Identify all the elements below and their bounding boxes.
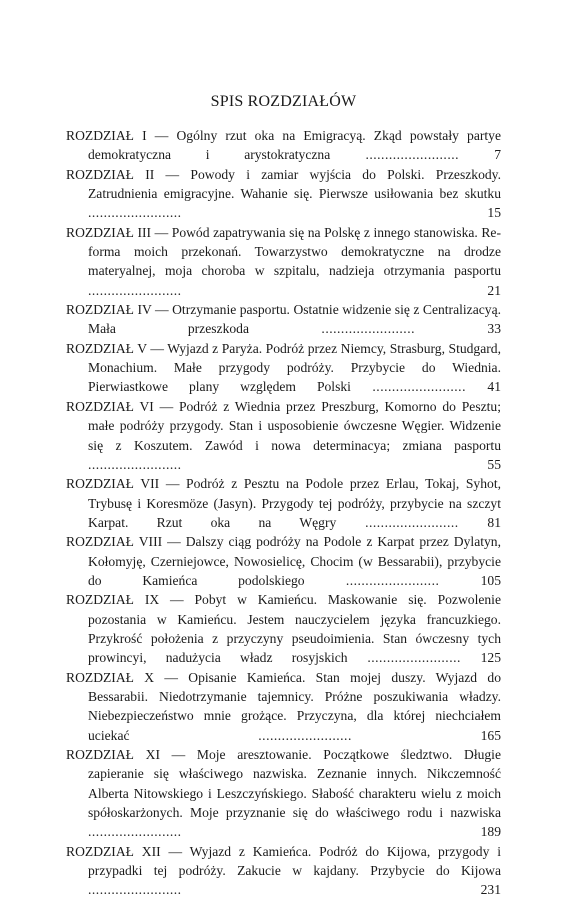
toc-page-number: 33	[487, 321, 502, 337]
toc-entry-text: ROZDZIAŁ XI — Moje aresztowanie. Początkowe śledztwo. Długie zapieranie się właściwego nazwiska. Zeznanie innych. Nikczemność Alberta Nitowskiego i Leszczyńskiego. Słabość charakteru wielu z moich spółoskarżonych. Moje przyznanie się do właściwego rodu i nazwiska	[66, 747, 501, 821]
toc-entry-text: ROZDZIAŁ V — Wyjazd z Paryża. Podróż przez Niemcy, Strasburg, Studgard, Monachium. Małe przygody podróży. Przybycie do Wiednia. Pierwiastkowe plany względem Polski	[66, 340, 501, 395]
toc-entry-text: ROZDZIAŁ VII — Podróż z Pesztu na Podole przez Erlau, Tokaj, Syhot, Trybusę i Koresmöze (Jasyn). Przygody tej podróży, przybycie na szczyt Karpat. Rzut oka na Węgry	[66, 476, 501, 530]
toc-entry-text: ROZDZIAŁ III — Powód zapatrywania się na Polskę z innego stanowiska. Reforma moich przekonań. Towarzystwo demokratyczne na drodze materyalnej, moja choroba w szpitalu, nadzieja otrzymania pasportu	[66, 224, 501, 279]
dot-leader: ........................	[330, 147, 495, 163]
toc-entry[interactable]	[66, 668, 501, 745]
toc-entry-text: ROZDZIAŁ VI — Podróż z Wiednia przez Preszburg, Komorno do Pesztu; małe podróży przygody. Stan i usposobienie ówczesne Węgier. Widzenie się z Koszutem. Zawód i nowa determinacya; zmiana pasportu	[66, 398, 501, 453]
toc-page-number: 81	[487, 514, 501, 530]
toc-page-number: 105	[480, 572, 501, 588]
page-title: SPIS ROZDZIAŁÓW	[210, 93, 357, 110]
toc-entry[interactable]	[66, 126, 501, 165]
toc-entry[interactable]	[66, 165, 501, 223]
dot-leader: ........................	[304, 572, 481, 588]
toc-entry[interactable]	[66, 745, 501, 842]
toc-page-number: 7	[494, 147, 501, 163]
toc-entry-text: ROZDZIAŁ VIII — Dalszy ciąg podróży na Podole z Karpat przez Dylatyn, Kołomyję, Czerniejowce, Nowosielicę, Chocim (w Bessarabii), przybycie do Kamieńca podolskiego	[66, 534, 501, 588]
dot-leader: ........................	[347, 650, 481, 666]
toc-entry[interactable]	[66, 842, 501, 900]
dot-leader: ........................	[336, 514, 488, 530]
toc-entry[interactable]	[66, 339, 501, 397]
toc-entry[interactable]	[66, 397, 501, 474]
toc-page-number: 125	[480, 650, 501, 666]
toc-entry[interactable]	[66, 590, 501, 667]
dot-leader: ........................	[249, 321, 488, 337]
dot-leader: ........................	[129, 727, 481, 743]
toc-entry[interactable]	[66, 300, 501, 339]
table-of-contents	[66, 126, 501, 900]
dot-leader: ........................	[88, 882, 481, 898]
dot-leader: ........................	[88, 282, 488, 298]
toc-entry[interactable]	[66, 474, 501, 532]
toc-page-number: 55	[487, 456, 501, 472]
toc-entry-text: ROZDZIAŁ IV — Otrzymanie pasportu. Ostatnie widzenie się z Centralizacyą. Mała przeszkoda	[66, 302, 501, 337]
dot-leader: ........................	[88, 824, 481, 840]
toc-entry-text: ROZDZIAŁ XII — Wyjazd z Kamieńca. Podróż do Kijowa, przygody i przypadki tej podróży. Zakucie w kajdany. Przybycie do Kijowa	[66, 843, 501, 879]
dot-leader: ........................	[88, 205, 488, 221]
toc-page-number: 15	[487, 205, 501, 221]
toc-entry-text: ROZDZIAŁ IX — Pobyt w Kamieńcu. Maskowanie się. Pozwolenie pozostania w Kamieńcu. Jestem nauczycielem języka francuzkiego. Przykrość położenia z przyczyny pseudoimienia. Stan ówczesny tych prowincyi, nadużycia władz rosyjskich	[66, 592, 501, 666]
toc-entry-text: ROZDZIAŁ I — Ogólny rzut oka na Emigracyą. Zkąd powstały partye demokratyczna i arystokratyczna	[66, 128, 501, 163]
toc-page-number: 21	[487, 282, 501, 298]
toc-page-number: 189	[480, 824, 501, 840]
dot-leader: ........................	[350, 379, 488, 395]
toc-entry-text: ROZDZIAŁ X — Opisanie Kamieńca. Stan mojej duszy. Wyjazd do Bessarabii. Niedotrzymanie tajemnicy. Próżne poszukiwania władzy. Niebezpieczeństwo mnie grożące. Przyczyna, dla której niechciałem uciekać	[66, 669, 501, 743]
document-page	[66, 0, 501, 900]
toc-page-number: 41	[487, 379, 502, 395]
toc-page-number: 231	[480, 882, 501, 898]
toc-entry[interactable]	[66, 532, 501, 590]
toc-page-number: 165	[480, 727, 501, 743]
toc-entry-text: ROZDZIAŁ II — Powody i zamiar wyjścia do Polski. Przeszkody. Zatrudnienia emigracyjne. Wahanie się. Pierwsze usiłowania bez skutku	[66, 166, 501, 202]
toc-entry[interactable]	[66, 223, 501, 300]
dot-leader: ........................	[88, 456, 488, 472]
